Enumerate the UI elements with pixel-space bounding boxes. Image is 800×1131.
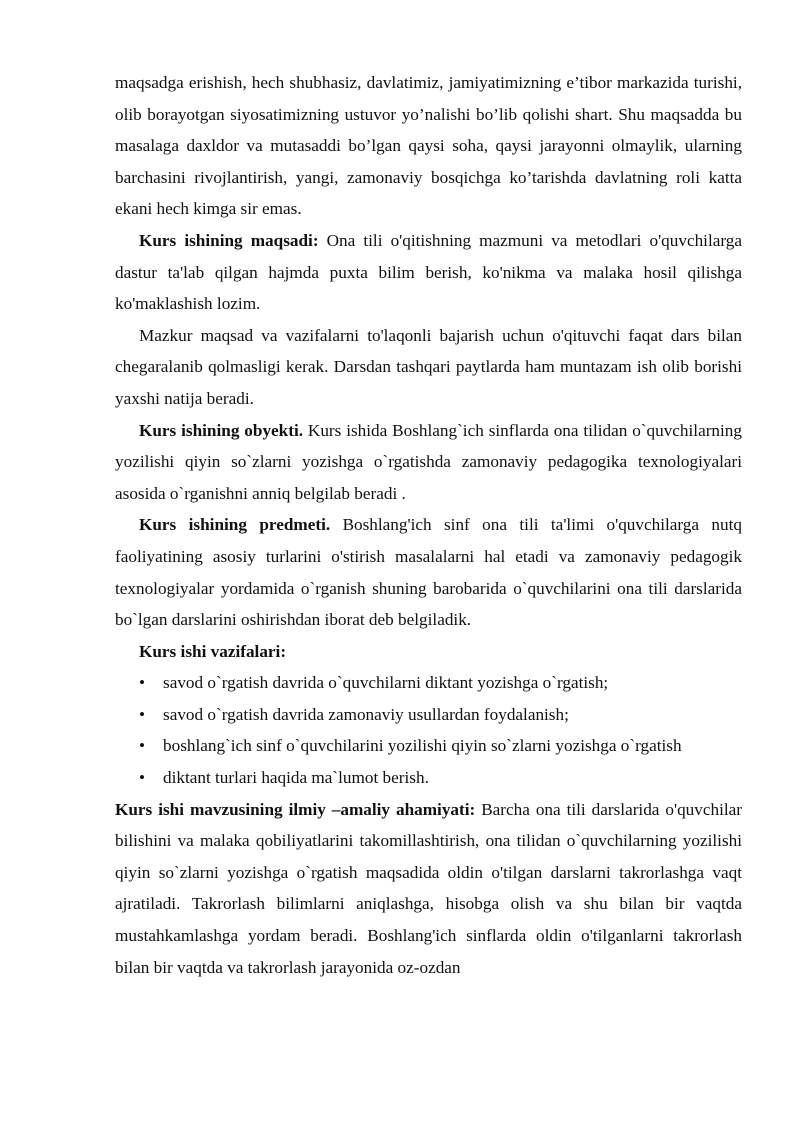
object-paragraph: [115, 415, 742, 510]
significance-paragraph: [115, 794, 742, 984]
list-item: [139, 667, 742, 699]
list-item: [139, 730, 742, 762]
subject-heading: Kurs ishining predmeti.: [139, 515, 331, 535]
tasks-heading: Kurs ishi vazifalari:: [139, 641, 287, 661]
goal-text: Ona tili o'qitishning mazmuni va metodlari o'quvchilarga dastur ta'lab qilgan hajmda puxta bilim berish, ko'nikma va malaka hosil qilishga ko'maklashish lozim.: [115, 230, 742, 314]
object-heading: Kurs ishining obyekti.: [139, 420, 304, 440]
bullet-icon: •: [139, 736, 146, 756]
intro-paragraph: maqsadga erishish, hech shubhasiz, davlatimiz, jamiyatimizning e’tibor markazida turishi, olib borayotgan siyosatimizning ustuvor yo’nalishi bo’lib qolishi shart. Shu maqsadda bu masalaga daxldor va mutasaddi bo’lgan qaysi soha, qaysi jarayonni olmaylik, ularning barchasini rivojlantirish, yangi, zamonaviy bosqichga ko’tarishda davlatning roli katta ekani hech kimga sir emas.: [115, 73, 742, 219]
goal-paragraph: [115, 225, 742, 320]
list-item: [139, 762, 742, 794]
list-item-text: diktant turlari haqida ma`lumot berish.: [163, 768, 429, 788]
bullet-icon: •: [139, 704, 146, 724]
teacher-paragraph: Mazkur maqsad va vazifalarni to'laqonli bajarish uchun o'qituvchi faqat dars bilan chegaralanib qolmasligi kerak. Darsdan tashqari paytlarda ham muntazam ish olib borishi yaxshi natija beradi.: [115, 325, 742, 408]
tasks-heading-paragraph: [115, 636, 742, 668]
list-item: [139, 699, 742, 731]
list-item-text: savod o`rgatish davrida zamonaviy usullardan foydalanish;: [163, 704, 569, 724]
list-item-text: boshlang`ich sinf o`quvchilarini yozilishi qiyin so`zlarni yozishga o`rgatish: [163, 736, 682, 756]
significance-text: Barcha ona tili darslarida o'quvchilar bilishini va malaka qobiliyatlarini takomillashtirish, ona tilidan o`quvchilarning yozilishi qiyin so`zlarni yozishga o`rgatish maqsadida oldin o'tilgan darslarni takrorlashga vaqt ajratiladi. Takrorlash bilimlarni aniqlashga, hisobga olish va shu bilan bir vaqtda mustahkamlashga yordam beradi. Boshlang'ich sinflarda oldin o'tilganlarni takrorlash bilan bir vaqtda va takrorlash jarayonida oz-ozdan: [115, 799, 742, 977]
object-text: Kurs ishida Boshlang`ich sinflarda ona tilidan o`quvchilarning yozilishi qiyin so`zlarni yozishga o`rgatishda zamonaviy pedagogika texnologiyalari asosida o`rganishni anniq belgilab beradi .: [115, 420, 742, 503]
goal-heading: Kurs ishining maqsadi:: [139, 230, 319, 250]
subject-text: Boshlang'ich sinf ona tili ta'limi o'quvchilarga nutq faoliyatining asosiy turlarini o'stirish masalalarni hal etadi va zamonaviy pedagogik texnologiyalar yordamida o`rganish shuning barobarida o`quvchilarini ona tili darslarida bo`lgan darslarini oshirishdan iborat deb belgiladik.: [115, 515, 742, 630]
tasks-list: [115, 667, 742, 793]
list-item-text: savod o`rgatish davrida o`quvchilarni diktant yozishga o`rgatish;: [163, 673, 609, 693]
bullet-icon: •: [139, 673, 146, 693]
subject-paragraph: [115, 509, 742, 635]
significance-heading: Kurs ishi mavzusining ilmiy –amaliy ahamiyati:: [115, 799, 476, 819]
bullet-icon: •: [139, 768, 146, 788]
